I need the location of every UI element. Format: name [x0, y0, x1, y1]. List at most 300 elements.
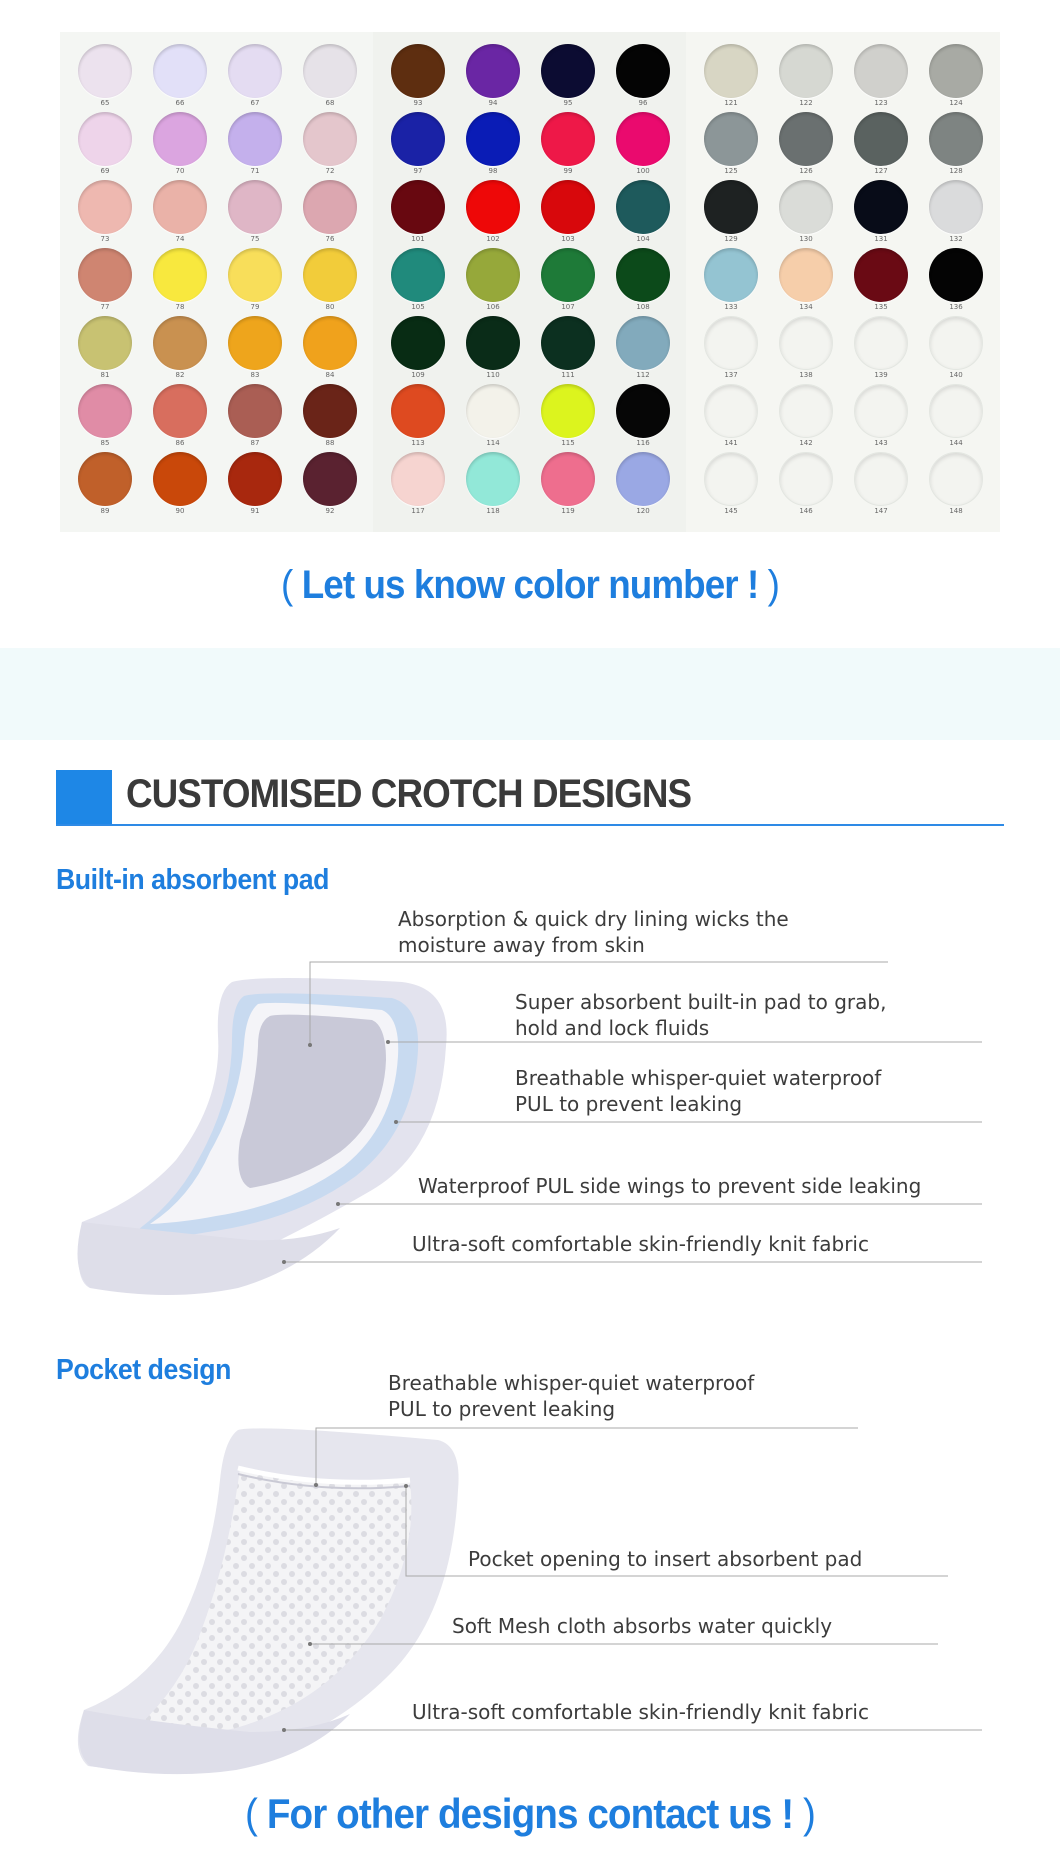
- color-swatch-147: [844, 450, 918, 518]
- swatch-number-label: 90: [175, 507, 185, 515]
- swatch-circle: [854, 44, 908, 98]
- color-swatch-130: [769, 178, 843, 246]
- swatch-circle: [153, 44, 207, 98]
- color-swatch-74: [143, 178, 217, 246]
- swatch-circle: [929, 384, 983, 438]
- swatch-number-label: 96: [638, 99, 648, 107]
- swatch-circle: [779, 180, 833, 234]
- swatch-number-label: 142: [799, 439, 813, 447]
- swatch-circle: [616, 452, 670, 506]
- color-swatch-148: [919, 450, 993, 518]
- swatch-number-label: 145: [724, 507, 738, 515]
- swatch-number-label: 84: [325, 371, 335, 379]
- swatch-circle: [779, 248, 833, 302]
- swatch-circle: [779, 112, 833, 166]
- swatch-circle: [153, 384, 207, 438]
- color-swatch-118: [456, 450, 530, 518]
- swatch-number-label: 126: [799, 167, 813, 175]
- swatch-number-label: 75: [250, 235, 260, 243]
- swatch-number-label: 105: [411, 303, 425, 311]
- swatch-circle: [929, 112, 983, 166]
- leader-dot-1: [308, 1043, 312, 1047]
- swatch-number-label: 121: [724, 99, 738, 107]
- swatch-circle: [466, 384, 520, 438]
- color-swatch-133: [694, 246, 768, 314]
- swatch-number-label: 107: [561, 303, 575, 311]
- swatch-number-label: 85: [100, 439, 110, 447]
- swatch-circle: [78, 248, 132, 302]
- color-swatch-122: [769, 42, 843, 110]
- swatch-circle: [303, 316, 357, 370]
- swatch-circle: [153, 112, 207, 166]
- color-swatch-88: [293, 382, 367, 450]
- swatch-number-label: 101: [411, 235, 425, 243]
- color-swatch-135: [844, 246, 918, 314]
- swatch-circle: [78, 180, 132, 234]
- color-swatch-132: [919, 178, 993, 246]
- swatch-number-label: 67: [250, 99, 260, 107]
- color-swatch-140: [919, 314, 993, 382]
- swatch-number-label: 69: [100, 167, 110, 175]
- swatch-number-label: 65: [100, 99, 110, 107]
- color-swatch-123: [844, 42, 918, 110]
- color-swatch-113: [381, 382, 455, 450]
- swatch-number-label: 111: [561, 371, 575, 379]
- leader-dot-2: [386, 1040, 390, 1044]
- swatch-circle: [303, 248, 357, 302]
- swatch-number-label: 100: [636, 167, 650, 175]
- color-swatch-95: [531, 42, 605, 110]
- swatch-circle: [704, 316, 758, 370]
- swatch-number-label: 98: [488, 167, 498, 175]
- swatch-circle: [779, 384, 833, 438]
- swatch-number-label: 95: [563, 99, 573, 107]
- swatch-number-label: 112: [636, 371, 650, 379]
- pocket-callout-mesh: [452, 1613, 832, 1639]
- slogan-close-paren: ): [767, 563, 779, 607]
- swatch-circle: [854, 384, 908, 438]
- swatch-number-label: 119: [561, 507, 575, 515]
- swatch-circle: [391, 384, 445, 438]
- pocket-callout-mesh-line1: Soft Mesh cloth absorbs water quickly: [452, 1614, 833, 1638]
- swatch-circle: [704, 248, 758, 302]
- swatch-circle: [228, 248, 282, 302]
- color-swatch-102: [456, 178, 530, 246]
- swatch-circle: [854, 248, 908, 302]
- swatch-number-label: 82: [175, 371, 185, 379]
- swatch-circle: [929, 316, 983, 370]
- pocket-design-heading: Pocket design: [56, 1354, 231, 1386]
- color-swatch-139: [844, 314, 918, 382]
- color-swatch-86: [143, 382, 217, 450]
- swatch-number-label: 80: [325, 303, 335, 311]
- color-swatch-94: [456, 42, 530, 110]
- callout-lining-line1: Absorption & quick dry lining wicks the: [398, 907, 789, 931]
- swatch-circle: [228, 452, 282, 506]
- swatch-number-label: 81: [100, 371, 110, 379]
- swatch-circle: [616, 44, 670, 98]
- color-swatch-117: [381, 450, 455, 518]
- swatch-number-label: 120: [636, 507, 650, 515]
- color-swatch-89: [68, 450, 142, 518]
- callout-side-wings-line1: Waterproof PUL side wings to prevent side leaking: [418, 1174, 922, 1198]
- callout-built-in-pad: [515, 989, 886, 1041]
- color-swatch-144: [919, 382, 993, 450]
- swatch-circle: [466, 44, 520, 98]
- swatch-number-label: 88: [325, 439, 335, 447]
- color-swatch-128: [919, 110, 993, 178]
- swatch-number-label: 130: [799, 235, 813, 243]
- swatch-circle: [78, 452, 132, 506]
- pocket-callout-opening-line1: Pocket opening to insert absorbent pad: [468, 1547, 863, 1571]
- color-swatch-137: [694, 314, 768, 382]
- swatch-number-label: 115: [561, 439, 575, 447]
- color-swatch-66: [143, 42, 217, 110]
- color-swatch-105: [381, 246, 455, 314]
- color-swatch-131: [844, 178, 918, 246]
- swatch-circle: [854, 316, 908, 370]
- swatch-circle: [228, 316, 282, 370]
- color-swatch-112: [606, 314, 680, 382]
- color-swatch-78: [143, 246, 217, 314]
- contact-close-paren: ): [802, 1790, 815, 1837]
- contact-open-paren: (: [245, 1790, 258, 1837]
- swatch-circle: [704, 44, 758, 98]
- swatch-circle: [779, 452, 833, 506]
- swatch-number-label: 118: [486, 507, 500, 515]
- color-swatch-93: [381, 42, 455, 110]
- swatch-circle: [929, 452, 983, 506]
- swatch-circle: [391, 180, 445, 234]
- swatch-number-label: 123: [874, 99, 888, 107]
- callout-built-in-pad-line1: Super absorbent built-in pad to grab,: [515, 990, 887, 1014]
- pocket-leader-dot-3: [308, 1642, 312, 1646]
- swatch-circle: [466, 316, 520, 370]
- section-title: CUSTOMISED CROTCH DESIGNS: [126, 772, 692, 816]
- color-swatch-125: [694, 110, 768, 178]
- color-swatch-98: [456, 110, 530, 178]
- swatch-circle: [854, 112, 908, 166]
- swatch-panel-2: [373, 32, 686, 532]
- pocket-callout-waterproof-pul-line2: PUL to prevent leaking: [388, 1397, 616, 1421]
- swatch-panel-1: [60, 32, 373, 532]
- color-swatch-79: [218, 246, 292, 314]
- color-swatch-67: [218, 42, 292, 110]
- swatch-number-label: 76: [325, 235, 335, 243]
- color-swatch-124: [919, 42, 993, 110]
- swatch-circle: [228, 112, 282, 166]
- color-swatch-119: [531, 450, 605, 518]
- pocket-leader-dot-2: [404, 1484, 408, 1488]
- swatch-number-label: 110: [486, 371, 500, 379]
- swatch-circle: [303, 44, 357, 98]
- swatch-number-label: 136: [949, 303, 963, 311]
- color-swatch-101: [381, 178, 455, 246]
- swatch-number-label: 138: [799, 371, 813, 379]
- swatch-circle: [303, 180, 357, 234]
- color-swatch-127: [844, 110, 918, 178]
- swatch-circle: [228, 44, 282, 98]
- color-swatch-84: [293, 314, 367, 382]
- callout-waterproof-pul-line1: Breathable whisper-quiet waterproof: [515, 1066, 882, 1090]
- swatch-circle: [616, 112, 670, 166]
- swatch-number-label: 132: [949, 235, 963, 243]
- swatch-number-label: 93: [413, 99, 423, 107]
- swatch-number-label: 133: [724, 303, 738, 311]
- swatch-circle: [779, 44, 833, 98]
- swatch-circle: [854, 180, 908, 234]
- color-swatch-65: [68, 42, 142, 110]
- color-swatch-142: [769, 382, 843, 450]
- swatch-number-label: 78: [175, 303, 185, 311]
- swatch-circle: [391, 316, 445, 370]
- swatch-number-label: 125: [724, 167, 738, 175]
- color-swatch-138: [769, 314, 843, 382]
- pocket-callout-knit-fabric-line1: Ultra-soft comfortable skin-friendly knit fabric: [412, 1700, 869, 1724]
- swatch-circle: [78, 316, 132, 370]
- swatch-number-label: 86: [175, 439, 185, 447]
- color-swatch-126: [769, 110, 843, 178]
- swatch-circle: [541, 180, 595, 234]
- swatch-number-label: 77: [100, 303, 110, 311]
- swatch-circle: [466, 180, 520, 234]
- swatch-circle: [303, 112, 357, 166]
- slogan-text: Let us know color number !: [301, 563, 759, 607]
- swatch-number-label: 148: [949, 507, 963, 515]
- color-number-slogan: [42, 563, 1017, 608]
- heading-underline: [56, 824, 1004, 826]
- swatch-number-label: 135: [874, 303, 888, 311]
- swatch-circle: [78, 384, 132, 438]
- color-swatch-72: [293, 110, 367, 178]
- callout-waterproof-pul-line2: PUL to prevent leaking: [515, 1092, 743, 1116]
- swatch-number-label: 146: [799, 507, 813, 515]
- swatch-number-label: 116: [636, 439, 650, 447]
- swatch-number-label: 70: [175, 167, 185, 175]
- swatch-number-label: 127: [874, 167, 888, 175]
- swatch-number-label: 99: [563, 167, 573, 175]
- color-swatch-90: [143, 450, 217, 518]
- pocket-leader-dot-4: [282, 1728, 286, 1732]
- swatch-circle: [228, 384, 282, 438]
- color-swatch-70: [143, 110, 217, 178]
- swatch-number-label: 137: [724, 371, 738, 379]
- swatch-circle: [466, 248, 520, 302]
- swatch-number-label: 124: [949, 99, 963, 107]
- swatch-number-label: 106: [486, 303, 500, 311]
- swatch-number-label: 79: [250, 303, 260, 311]
- swatch-circle: [541, 384, 595, 438]
- swatch-circle: [153, 180, 207, 234]
- color-swatch-134: [769, 246, 843, 314]
- color-swatch-109: [381, 314, 455, 382]
- color-swatch-116: [606, 382, 680, 450]
- color-swatch-73: [68, 178, 142, 246]
- color-swatch-129: [694, 178, 768, 246]
- pocket-mesh-panel: [120, 1468, 411, 1742]
- color-swatch-104: [606, 178, 680, 246]
- swatch-circle: [779, 316, 833, 370]
- color-swatch-87: [218, 382, 292, 450]
- color-swatch-77: [68, 246, 142, 314]
- color-swatch-114: [456, 382, 530, 450]
- color-swatch-107: [531, 246, 605, 314]
- swatch-number-label: 89: [100, 507, 110, 515]
- swatch-circle: [78, 44, 132, 98]
- color-swatch-82: [143, 314, 217, 382]
- swatch-number-label: 68: [325, 99, 335, 107]
- swatch-circle: [391, 112, 445, 166]
- swatch-number-label: 128: [949, 167, 963, 175]
- color-swatch-108: [606, 246, 680, 314]
- swatch-circle: [153, 452, 207, 506]
- swatch-number-label: 114: [486, 439, 500, 447]
- swatch-circle: [541, 452, 595, 506]
- swatch-circle: [929, 248, 983, 302]
- swatch-number-label: 134: [799, 303, 813, 311]
- swatch-number-label: 140: [949, 371, 963, 379]
- color-swatch-75: [218, 178, 292, 246]
- contact-slogan-text: For other designs contact us !: [266, 1790, 794, 1837]
- leader-dot-4: [336, 1202, 340, 1206]
- callout-lining: [398, 906, 789, 958]
- color-swatch-69: [68, 110, 142, 178]
- swatch-number-label: 72: [325, 167, 335, 175]
- color-swatch-110: [456, 314, 530, 382]
- swatch-circle: [391, 44, 445, 98]
- swatch-circle: [704, 180, 758, 234]
- swatch-circle: [616, 248, 670, 302]
- swatch-circle: [78, 112, 132, 166]
- pocket-callout-waterproof-pul: [388, 1370, 754, 1422]
- pocket-callout-opening: [468, 1546, 862, 1572]
- color-swatch-76: [293, 178, 367, 246]
- color-swatch-103: [531, 178, 605, 246]
- swatch-panel-3: [686, 32, 1000, 532]
- swatch-number-label: 117: [411, 507, 425, 515]
- swatch-circle: [153, 316, 207, 370]
- swatch-number-label: 108: [636, 303, 650, 311]
- slogan-open-paren: (: [281, 563, 293, 607]
- swatch-circle: [466, 452, 520, 506]
- swatch-number-label: 104: [636, 235, 650, 243]
- swatch-number-label: 144: [949, 439, 963, 447]
- swatch-number-label: 103: [561, 235, 575, 243]
- swatch-circle: [704, 112, 758, 166]
- leader-dot-3: [394, 1120, 398, 1124]
- swatch-circle: [391, 452, 445, 506]
- color-swatch-100: [606, 110, 680, 178]
- swatch-number-label: 92: [325, 507, 335, 515]
- color-swatch-97: [381, 110, 455, 178]
- swatch-number-label: 74: [175, 235, 185, 243]
- swatch-circle: [616, 180, 670, 234]
- pocket-leader-dot-1: [314, 1483, 318, 1487]
- swatch-circle: [303, 452, 357, 506]
- swatch-number-label: 147: [874, 507, 888, 515]
- color-swatch-83: [218, 314, 292, 382]
- swatch-number-label: 91: [250, 507, 260, 515]
- swatch-number-label: 129: [724, 235, 738, 243]
- pocket-callout-waterproof-pul-line1: Breathable whisper-quiet waterproof: [388, 1371, 755, 1395]
- color-swatch-143: [844, 382, 918, 450]
- color-swatch-141: [694, 382, 768, 450]
- swatch-circle: [228, 180, 282, 234]
- divider-band: [0, 648, 1060, 740]
- color-swatch-80: [293, 246, 367, 314]
- color-swatch-71: [218, 110, 292, 178]
- swatch-circle: [616, 316, 670, 370]
- swatch-number-label: 73: [100, 235, 110, 243]
- heading-accent-block: [56, 770, 112, 824]
- color-swatch-115: [531, 382, 605, 450]
- swatch-number-label: 97: [413, 167, 423, 175]
- color-swatch-68: [293, 42, 367, 110]
- swatch-circle: [541, 112, 595, 166]
- color-swatch-99: [531, 110, 605, 178]
- swatch-circle: [303, 384, 357, 438]
- color-swatch-121: [694, 42, 768, 110]
- color-swatch-136: [919, 246, 993, 314]
- swatch-number-label: 122: [799, 99, 813, 107]
- swatch-number-label: 87: [250, 439, 260, 447]
- callout-side-wings: [418, 1173, 921, 1199]
- color-swatch-81: [68, 314, 142, 382]
- swatch-circle: [929, 180, 983, 234]
- swatch-number-label: 141: [724, 439, 738, 447]
- swatch-circle: [929, 44, 983, 98]
- swatch-circle: [153, 248, 207, 302]
- swatch-circle: [466, 112, 520, 166]
- color-swatch-96: [606, 42, 680, 110]
- color-swatch-106: [456, 246, 530, 314]
- swatch-circle: [541, 44, 595, 98]
- swatch-number-label: 102: [486, 235, 500, 243]
- swatch-circle: [854, 452, 908, 506]
- swatch-number-label: 66: [175, 99, 185, 107]
- color-swatch-85: [68, 382, 142, 450]
- swatch-circle: [616, 384, 670, 438]
- swatch-number-label: 139: [874, 371, 888, 379]
- swatch-circle: [541, 316, 595, 370]
- color-swatch-145: [694, 450, 768, 518]
- swatch-circle: [704, 384, 758, 438]
- callout-waterproof-pul: [515, 1065, 881, 1117]
- swatch-circle: [704, 452, 758, 506]
- color-swatch-91: [218, 450, 292, 518]
- callout-knit-fabric: [412, 1231, 869, 1257]
- swatch-number-label: 109: [411, 371, 425, 379]
- color-swatch-111: [531, 314, 605, 382]
- swatch-circle: [541, 248, 595, 302]
- swatch-number-label: 131: [874, 235, 888, 243]
- color-swatch-120: [606, 450, 680, 518]
- callout-built-in-pad-line2: hold and lock fluids: [515, 1016, 710, 1040]
- swatch-number-label: 71: [250, 167, 260, 175]
- swatch-number-label: 143: [874, 439, 888, 447]
- swatch-circle: [391, 248, 445, 302]
- built-in-pad-heading: Built-in absorbent pad: [56, 864, 329, 896]
- callout-lining-line2: moisture away from skin: [398, 933, 645, 957]
- color-swatch-146: [769, 450, 843, 518]
- callout-knit-fabric-line1: Ultra-soft comfortable skin-friendly knit fabric: [412, 1232, 869, 1256]
- pocket-callout-knit-fabric: [412, 1699, 869, 1725]
- color-swatch-board: [60, 32, 1000, 532]
- swatch-number-label: 113: [411, 439, 425, 447]
- contact-slogan: [42, 1790, 1017, 1838]
- swatch-number-label: 83: [250, 371, 260, 379]
- leader-dot-5: [282, 1260, 286, 1264]
